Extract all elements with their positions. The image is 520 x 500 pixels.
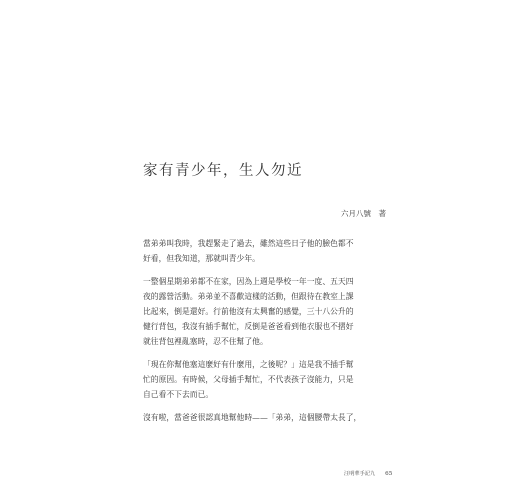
text-line: 夜的露營活動。弟弟並不喜歡這樣的活動，但跟待在教室上課 (143, 292, 354, 301)
author-byline: 六月八號 著 (341, 209, 386, 218)
page-footer (344, 470, 392, 477)
text-line: 就往背包裡亂塞時，忍不住幫了他。 (143, 337, 268, 346)
paragraph (143, 274, 393, 349)
paragraph (143, 236, 393, 266)
running-title: 汪明華手記九 (344, 471, 376, 477)
text-line: 「現在你幫他塞這麼好有什麼用，之後呢？」這是我不插手幫 (143, 360, 354, 369)
article-title: 家有青少年，生人勿近 (143, 163, 303, 179)
paragraph (143, 357, 393, 402)
text-line: 健行背包，我沒有插手幫忙，反倒是爸爸看到他衣服也不摺好 (143, 322, 354, 331)
text-line: 沒有啦，當爸爸很認真地幫他時——「弟弟，這個腰帶太長了， (143, 413, 362, 422)
text-line: 一整個星期弟弟都不在家，因為上週是學校一年一度、五天四 (143, 277, 354, 286)
paragraph (143, 410, 393, 425)
text-line: 忙的原因。有時候，父母插手幫忙，不代表孩子沒能力，只是 (143, 375, 354, 384)
text-line: 比起來，倒是還好。行前他沒有太興奮的感覺，三十八公升的 (143, 307, 354, 316)
text-line: 當弟弟叫我時，我趕緊走了過去，雖然這些日子他的臉色都不 (143, 239, 354, 248)
article-body (143, 236, 393, 433)
page-number: 65 (385, 471, 393, 477)
text-line: 自己看不下去而已。 (143, 390, 214, 399)
text-line: 好看，但我知道，那就叫青少年。 (143, 254, 260, 263)
